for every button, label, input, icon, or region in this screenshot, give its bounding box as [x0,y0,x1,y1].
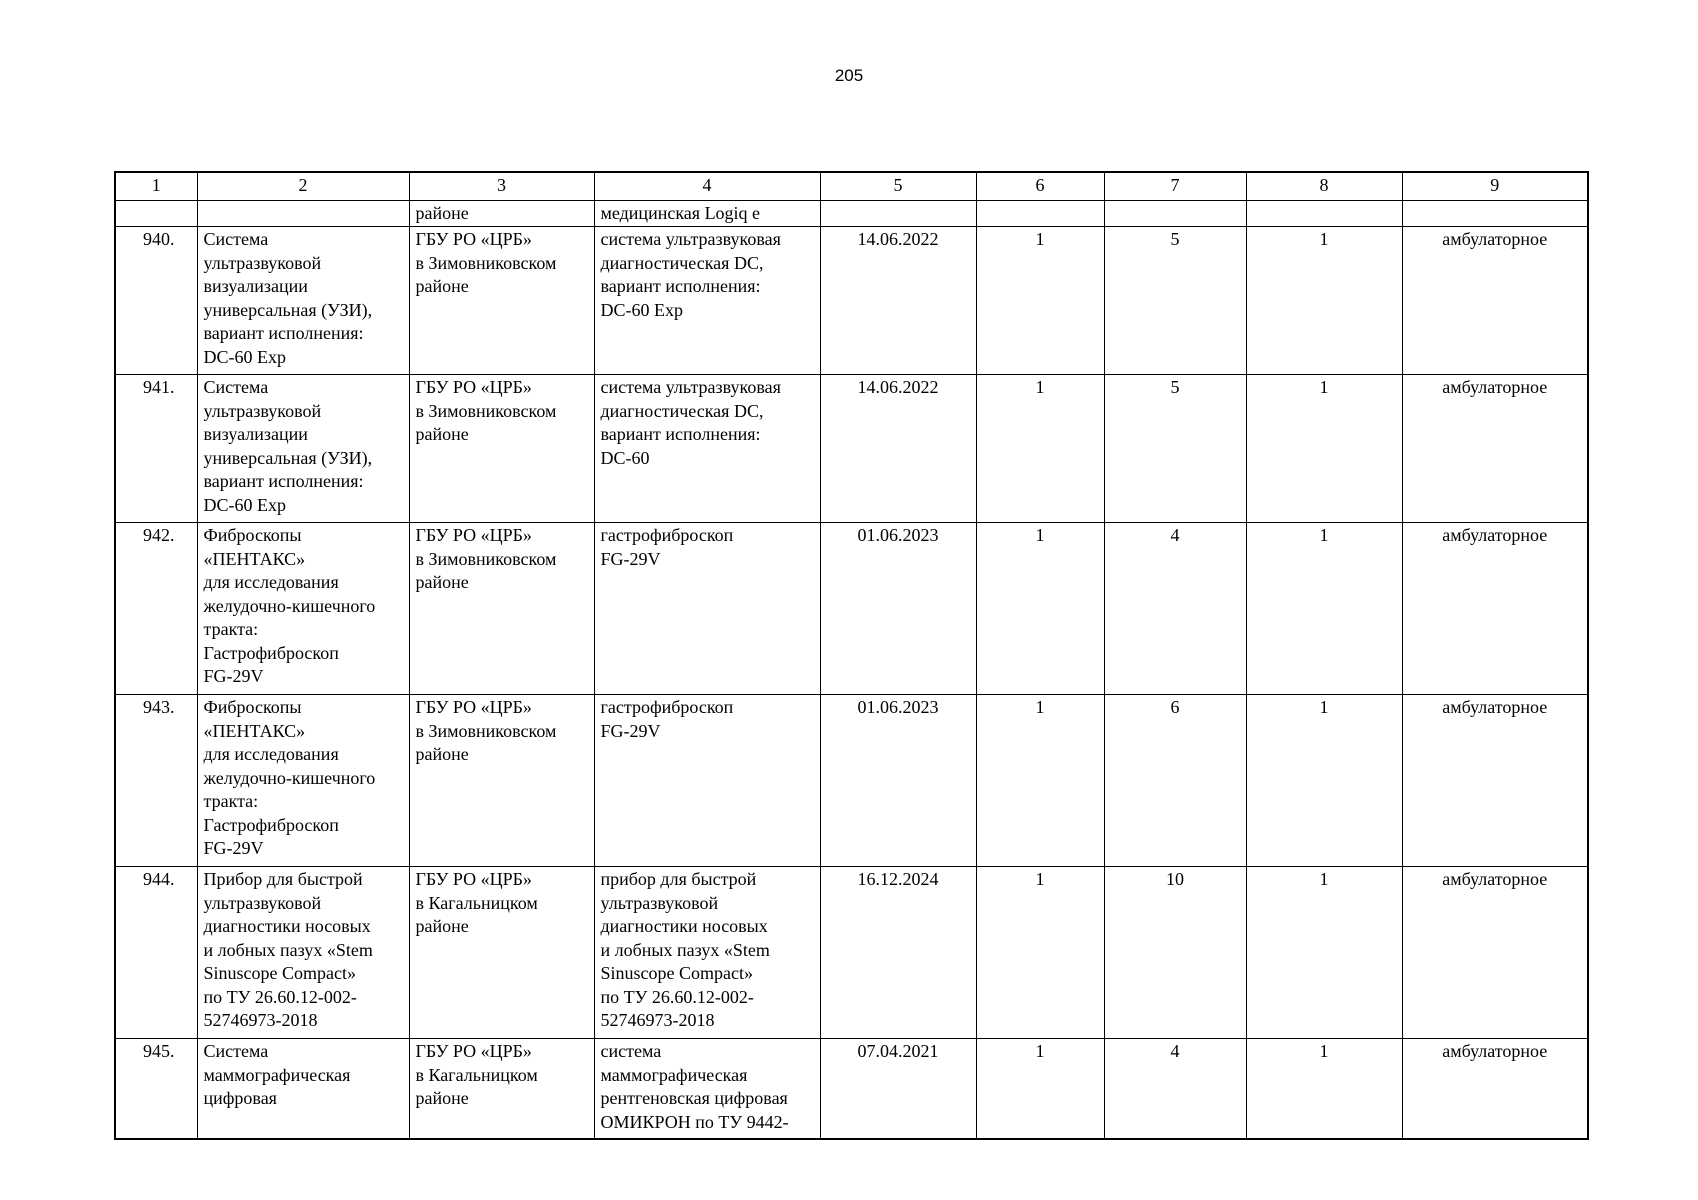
header-cell-4: 4 [594,172,820,201]
row-number-cell: 945. [115,1039,197,1139]
column-7-cell: 4 [1104,523,1246,695]
date-cell: 01.06.2023 [820,523,976,695]
row-number-cell: 940. [115,227,197,375]
table-row [115,227,1588,375]
row-number-cell: 942. [115,523,197,695]
organization-cell: ГБУ РО «ЦРБ» в Зимовниковском районе [409,695,594,867]
table-row [115,867,1588,1039]
column-6-cell [976,201,1104,227]
header-cell-1: 1 [115,172,197,201]
column-8-cell: 1 [1246,375,1402,523]
header-cell-3: 3 [409,172,594,201]
column-7-cell [1104,201,1246,227]
equipment-name-cell: Система ультразвуковой визуализации универсальная (УЗИ), вариант исполнения: DC-60 Exp [197,375,409,523]
column-8-cell [1246,201,1402,227]
page-number: 205 [834,66,864,85]
row-number-cell [115,201,197,227]
column-6-cell: 1 [976,695,1104,867]
model-cell: система маммографическая рентгеновская цифровая ОМИКРОН по ТУ 9442- [594,1039,820,1139]
equipment-table [114,171,1589,1140]
table-body [115,172,1588,1139]
row-number-cell: 941. [115,375,197,523]
equipment-name-cell [197,201,409,227]
date-cell: 14.06.2022 [820,375,976,523]
model-cell: гастрофиброскоп FG-29V [594,695,820,867]
column-7-cell: 5 [1104,375,1246,523]
table-row [115,1039,1588,1139]
column-7-cell: 6 [1104,695,1246,867]
header-cell-7: 7 [1104,172,1246,201]
table-row [115,523,1588,695]
usage-type-cell: амбулаторное [1402,227,1588,375]
table-row [115,201,1588,227]
row-number-cell: 943. [115,695,197,867]
header-cell-8: 8 [1246,172,1402,201]
model-cell: гастрофиброскоп FG-29V [594,523,820,695]
row-number-cell: 944. [115,867,197,1039]
column-8-cell: 1 [1246,695,1402,867]
organization-cell: районе [409,201,594,227]
organization-cell: ГБУ РО «ЦРБ» в Зимовниковском районе [409,375,594,523]
equipment-name-cell: Система маммографическая цифровая [197,1039,409,1139]
organization-cell: ГБУ РО «ЦРБ» в Кагальницком районе [409,1039,594,1139]
date-cell: 16.12.2024 [820,867,976,1039]
usage-type-cell: амбулаторное [1402,695,1588,867]
usage-type-cell [1402,201,1588,227]
column-7-cell: 10 [1104,867,1246,1039]
column-7-cell: 5 [1104,227,1246,375]
header-cell-9: 9 [1402,172,1588,201]
date-cell: 07.04.2021 [820,1039,976,1139]
column-6-cell: 1 [976,867,1104,1039]
model-cell: прибор для быстрой ультразвуковой диагностики носовых и лобных пазух «Stem Sinuscope Compact» по ТУ 26.60.12-002- 52746973-2018 [594,867,820,1039]
table-header-row [115,172,1588,201]
usage-type-cell: амбулаторное [1402,375,1588,523]
column-7-cell: 4 [1104,1039,1246,1139]
column-6-cell: 1 [976,523,1104,695]
header-cell-6: 6 [976,172,1104,201]
column-6-cell: 1 [976,375,1104,523]
table-row [115,695,1588,867]
date-cell [820,201,976,227]
equipment-name-cell: Система ультразвуковой визуализации универсальная (УЗИ), вариант исполнения: DC-60 Exp [197,227,409,375]
usage-type-cell: амбулаторное [1402,867,1588,1039]
model-cell: система ультразвуковая диагностическая DC, вариант исполнения: DC-60 [594,375,820,523]
date-cell: 01.06.2023 [820,695,976,867]
column-6-cell: 1 [976,1039,1104,1139]
usage-type-cell: амбулаторное [1402,523,1588,695]
equipment-name-cell: Прибор для быстрой ультразвуковой диагностики носовых и лобных пазух «Stem Sinuscope Compact» по ТУ 26.60.12-002- 52746973-2018 [197,867,409,1039]
model-cell: система ультразвуковая диагностическая DC, вариант исполнения: DC-60 Exp [594,227,820,375]
column-8-cell: 1 [1246,227,1402,375]
column-8-cell: 1 [1246,1039,1402,1139]
column-8-cell: 1 [1246,523,1402,695]
equipment-name-cell: Фиброскопы «ПЕНТАКС» для исследования желудочно-кишечного тракта: Гастрофиброскоп FG-29V [197,523,409,695]
header-cell-5: 5 [820,172,976,201]
header-cell-2: 2 [197,172,409,201]
model-cell: медицинская Logiq e [594,201,820,227]
organization-cell: ГБУ РО «ЦРБ» в Зимовниковском районе [409,523,594,695]
column-6-cell: 1 [976,227,1104,375]
organization-cell: ГБУ РО «ЦРБ» в Зимовниковском районе [409,227,594,375]
table-row [115,375,1588,523]
usage-type-cell: амбулаторное [1402,1039,1588,1139]
organization-cell: ГБУ РО «ЦРБ» в Кагальницком районе [409,867,594,1039]
equipment-name-cell: Фиброскопы «ПЕНТАКС» для исследования желудочно-кишечного тракта: Гастрофиброскоп FG-29V [197,695,409,867]
column-8-cell: 1 [1246,867,1402,1039]
date-cell: 14.06.2022 [820,227,976,375]
